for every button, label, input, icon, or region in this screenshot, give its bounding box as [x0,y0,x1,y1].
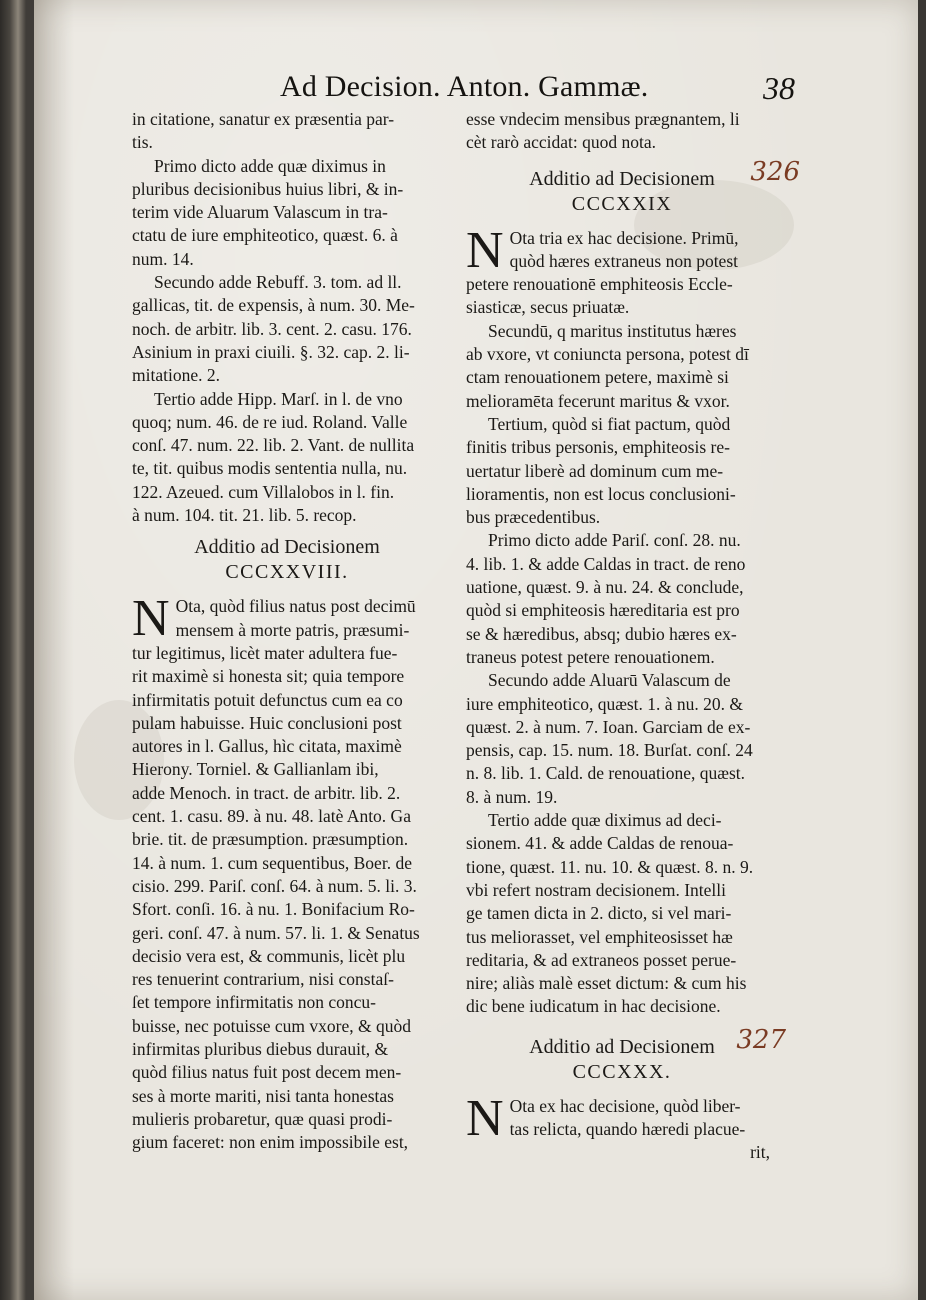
text-line: Tertium, quòd si fiat pactum, quòd [488,413,731,434]
text-line: iure emphiteotico, quæst. 1. à nu. 20. & [466,693,744,714]
text-line: quæst. 2. à num. 7. Ioan. Garciam de ex- [466,716,751,737]
text-line: dic bene iudicatum in hac decisione. [466,996,721,1017]
right-text-block [466,273,778,1019]
text-line: num. 14. [132,248,194,269]
text-line: gium faceret: non enim impossibile est, [132,1132,409,1153]
text-line: ctam renouationem petere, maximè si [466,367,729,388]
text-line: n. 8. lib. 1. Cald. de renouatione, quæst. [466,763,745,784]
text-line: nire; aliàs malè esset dictum: & cum his [466,973,747,994]
text-line: tas relicta, quando hæredi placue- [509,1118,746,1139]
text-line: terim vide Aluarum Valascum in tra- [132,202,388,223]
text-line: tur legitimus, licèt mater adultera fue- [132,642,398,663]
text-line: geri. conſ. 47. à num. 57. li. 1. & Senatus [132,922,420,943]
text-line: siasticæ, secus priuatæ. [466,297,630,318]
text-line: ab vxore, vt coniuncta persona, potest dī [466,344,749,365]
text-line: brie. tit. de præsumption. præsumption. [132,829,409,850]
text-line: cent. 1. casu. 89. à nu. 48. latè Anto. Ga [132,806,411,827]
text-line: reditaria, & ad extraneos posset perue- [466,949,737,970]
dropcap-paragraph [466,221,778,279]
text-line: mensem à morte patris, præsumi- [175,619,410,640]
text-line: finitis tribus personis, emphiteosis re- [466,437,730,458]
text-line: mitatione. 2. [132,365,220,386]
text-line: noch. de arbitr. lib. 3. cent. 2. casu. 176. [132,318,412,339]
text-line: quòd si emphiteosis hæreditaria est pro [466,600,740,621]
catchword: rit, [750,1142,770,1163]
text-line: tus meliorasset, vel emphiteosisset hæ [466,926,733,947]
text-line: bus præcedentibus. [466,507,601,528]
text-line: lioramentis, non est locus conclusioni- [466,483,736,504]
left-text-block [132,108,442,527]
handwritten-annotation: 327 [736,1024,786,1055]
text-line: conſ. 47. num. 22. lib. 2. Vant. de nullita [132,435,415,456]
text-line: Primo dicto adde quæ diximus in [154,155,386,176]
text-line: ctatu de iure emphiteotico, quæst. 6. à [132,225,398,246]
text-line: quòd hæres extraneus non potest [509,250,738,271]
dropcap-paragraph [466,1089,778,1147]
right-column [466,108,800,1165]
heading-title: Additio ad Decisionem [194,536,380,559]
page-header [280,70,820,112]
text-line: cèt rarò accidat: quod nota. [466,132,656,153]
section-heading-330 [466,1024,786,1085]
dropcap-paragraph [132,590,442,648]
text-line: tis. [132,132,153,153]
heading-title: Additio ad Decisionem [529,167,715,190]
text-line: vbi refert nostram decisionem. Intelli [466,879,726,900]
text-line: Hierony. Torniel. & Gallianlam ibi, [132,759,379,780]
heading-number: CCCXXIX [571,192,673,215]
section-heading-328 [132,535,442,585]
drop-cap-letter: N [132,590,170,648]
section-heading-329 [466,156,800,217]
text-line: melioramēta fecerunt maritus & vxor. [466,390,730,411]
text-line: uatione, quæst. 9. à nu. 24. & conclude, [466,577,744,598]
text-line: traneus potest petere renouationem. [466,646,715,667]
text-line: quòd filius natus fuit post decem men- [132,1062,402,1083]
text-line: infirmitas pluribus diebus durauit, & [132,1038,389,1059]
heading-number: CCCXXX. [572,1060,672,1083]
text-line: Secundo adde Rebuff. 3. tom. ad ll. [154,272,402,293]
text-line: 14. à num. 1. cum sequentibus, Boer. de [132,852,412,873]
text-line: pluribus decisionibus huius libri, & in- [132,178,404,199]
handwritten-annotation: 326 [750,156,800,187]
text-line: à num. 104. tit. 21. lib. 5. recop. [132,505,357,526]
left-text-block-2 [132,642,442,1155]
text-line: Tertio adde quæ diximus ad deci- [488,810,722,831]
left-column [132,108,442,1154]
text-line: infirmitatis potuit defunctus cum ea co [132,689,403,710]
text-line: Ota, quòd filius natus post decimū [175,596,416,617]
text-line: pensis, cap. 15. num. 18. Burſat. conſ. 24 [466,740,753,761]
text-line: rit maximè si honesta sit; quia tempore [132,666,405,687]
drop-cap-letter: N [466,1089,504,1147]
text-line: esse vndecim mensibus prægnantem, li [466,109,740,129]
text-line: pulam habuisse. Huic conclusioni post [132,712,402,733]
running-head: Ad Decision. Anton. Gammæ. [280,70,649,103]
text-line: adde Menoch. in tract. de arbitr. lib. 2. [132,782,401,803]
text-line: quoq; num. 46. de re iud. Roland. Valle [132,411,408,432]
text-line: te, tit. quibus modis sententia nulla, nu. [132,458,408,479]
text-line: 8. à num. 19. [466,786,558,807]
text-line: Secundo adde Aluarū Valascum de [488,670,731,691]
text-line: Asinium in praxi ciuili. §. 32. cap. 2. li- [132,341,410,362]
text-line: Ota ex hac decisione, quòd liber- [509,1095,741,1116]
text-line: gallicas, tit. de expensis, à num. 30. Me- [132,295,415,316]
text-line: Tertio adde Hipp. Marſ. in l. de vno [154,388,403,409]
text-line: ge tamen dicta in 2. dicto, si vel mari- [466,903,732,924]
text-line: sionem. 41. & adde Caldas de renoua- [466,833,734,854]
text-line: ſet tempore infirmitatis non concu- [132,992,376,1013]
text-line: Secundū, q maritus institutus hæres [488,320,737,341]
text-line: 122. Azeued. cum Villalobos in l. fin. [132,481,395,502]
text-line: cisio. 299. Pariſ. conſ. 64. à num. 5. li. 3. [132,875,417,896]
text-line: mulieris probaretur, quæ quasi prodi- [132,1108,393,1129]
text-line: se & hæredibus, absq; dubio hæres ex- [466,623,737,644]
page-number: 38 [763,70,795,106]
text-line: ses à morte mariti, nisi tanta honestas [132,1085,394,1106]
text-line: uertatur liberè ad dominum cum me- [466,460,724,481]
drop-cap-letter: N [466,221,504,279]
text-line: Sfort. conſi. 16. à nu. 1. Bonifacium Ro- [132,899,415,920]
heading-number: CCCXXVIII. [225,561,349,584]
heading-title: Additio ad Decisionem [529,1035,715,1058]
text-line: autores in l. Gallus, hìc citata, maximè [132,736,402,757]
text-line: buisse, nec potuisse cum vxore, & quòd [132,1015,411,1036]
text-line: Primo dicto adde Pariſ. conſ. 28. nu. [488,530,741,551]
text-line: decisio vera est, & communis, licèt plu [132,945,406,966]
text-line: tione, quæst. 11. nu. 10. & quæst. 8. n. 9. [466,856,754,877]
text-line: 4. lib. 1. & adde Caldas in tract. de reno [466,553,746,574]
text-line: in citatione, sanatur ex præsentia par- [132,109,395,129]
text-line: petere renouationē emphiteosis Eccle- [466,274,733,295]
text-line: res tenuerint contrarium, nisi constaſ- [132,969,394,990]
text-line: Ota tria ex hac decisione. Primū, [509,227,739,248]
